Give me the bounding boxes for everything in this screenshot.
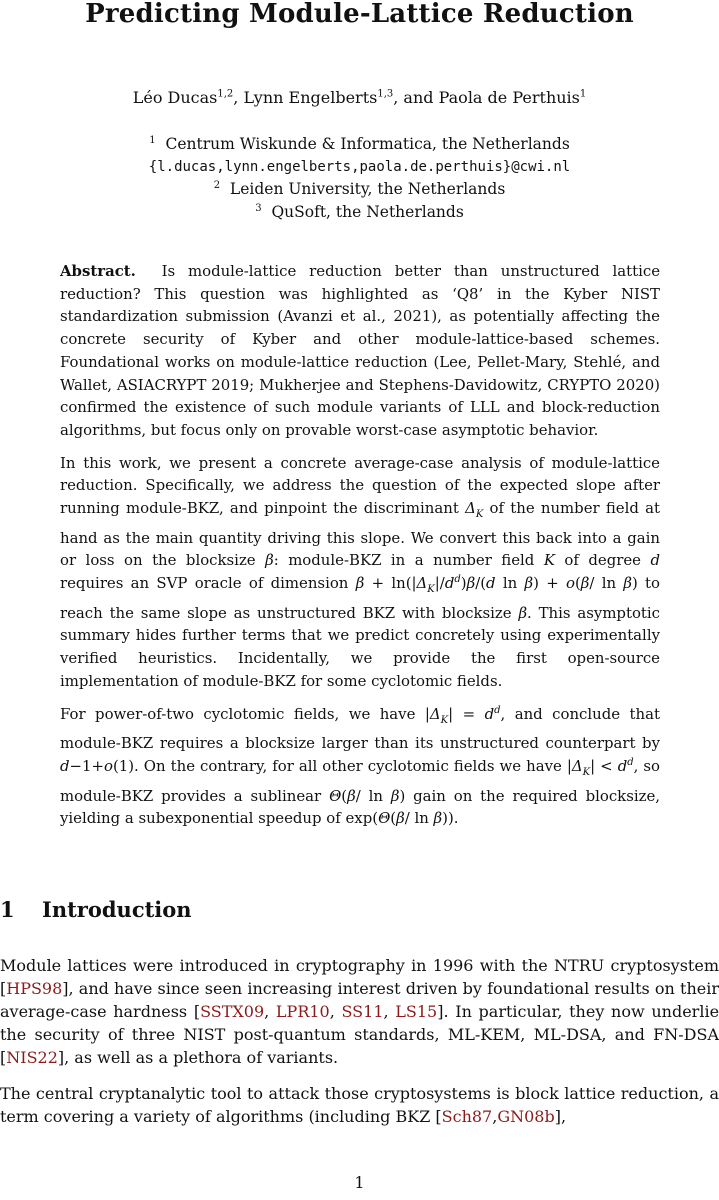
abstract-paragraph-2: In this work, we present a concrete average-case analysis of module-lattice reduction. Specifically, we address the question of the expected slope after running module-BKZ, and pinpoint the discriminant $\Delta_K$ of the number field at hand as the main quantity driving this slope. We convert this back into a gain or loss on the blocksize β: module-BKZ in a number field K of degree d requires an SVP oracle of dimension $\beta + \ln(|\Delta_K|/d^d)\beta/(d$ ln β) + o(β/ ln β) to reach the same slope as unstructured BKZ with blocksize β. This asymptotic summary hides further terms that we predict concretely using experimentally verified heuristics. Incidentally, we provide the first open-source implementation of module-BKZ for some cyclotomic fields. [60,453,661,690]
section-title: Introduction [42,897,192,922]
author-list: Léo Ducas$^{1,2}$, Lynn Engelberts$^{1,3}$, and Paola de Perthuis$^1$ [132,88,587,107]
affiliation-1: $^1$ Centrum Wiskunde & Informatica, the Netherlands [149,134,570,153]
citation-sch87[interactable]: Sch87 [441,1107,493,1126]
citation-lpr10[interactable]: LPR10 [275,1002,330,1021]
abstract-paragraph-3: For power-of-two cyclotomic fields, we have $|\Delta_K| = d^d$, and conclude that module-BKZ requires a blocksize larger than its unstructured counterpart by d−1+o(1). On the contrary, for all other cyclotomic fields we have $|\Delta_K| < d^d$, so module-BKZ provides a sublinear Θ(β/ ln β) gain on the required blocksize, yielding a subexponential speedup of exp(Θ(β/ ln β)). [60,704,661,828]
abstract-paragraph-1: Abstract. Is module-lattice reduction better than unstructured lattice reduction? This question was highlighted as ‘Q8’ in the Kyber NIST standardization submission (Avanzi et al., 2021), as potentially affecting the concrete security of Kyber and other module-lattice-based schemes. Foundational works on module-lattice reduction (Lee, Pellet-Mary, Stehlé, and Wallet, ASIACRYPT 2019; Mukherjee and Stephens-Davidowitz, CRYPTO 2020) confirmed the existence of such module variants of LLL and block-reduction algorithms, but focus only on provable worst-case asymptotic behavior. [60,262,661,439]
affiliation-2: $^2$ Leiden University, the Netherlands [213,179,506,198]
author-ducas: Léo Ducas [132,88,218,107]
abstract-label: Abstract. [60,262,136,280]
author-ducas-aff: 1,2 [217,88,234,100]
citation-ls15[interactable]: LS15 [395,1002,438,1021]
citation-gn08b[interactable]: GN08b [497,1107,555,1126]
author-emails: {l.ducas,lynn.engelberts,paola.de.perthuis}@cwi.nl [148,158,571,175]
affiliation-3: $^3$ QuSoft, the Netherlands [255,202,464,221]
introduction-body [0,954,719,1141]
citation-sstx09[interactable]: SSTX09 [200,1002,265,1021]
citation-ss11[interactable]: SS11 [341,1002,384,1021]
abstract [60,260,660,840]
author-de-perthuis: Paola de Perthuis [438,88,580,107]
section-heading-introduction [0,897,192,922]
author-engelberts-aff: 1,3 [377,88,394,100]
page-number: 1 [354,1173,365,1192]
intro-paragraph-1: Module lattices were introduced in cryptography in 1996 with the NTRU cryptosystem [HPS98], and have since seen increasing interest driven by foundational results on their average-case hardness [SSTX09, LPR10, SS11, LS15]. In particular, they now underlie the security of three NIST post-quantum standards, ML-KEM, ML-DSA, and FN-DSA [NIS22], as well as a plethora of variants. [0,956,719,1067]
section-number: 1 [0,897,15,922]
author-de-perthuis-aff: 1 [579,88,587,100]
paper-title: Predicting Module-Lattice Reduction [85,0,634,29]
author-engelberts: Lynn Engelberts [243,88,378,107]
affiliations [0,133,719,223]
citation-hps98[interactable]: HPS98 [6,979,63,998]
intro-paragraph-2: The central cryptanalytic tool to attack those cryptosystems is block lattice reduction, a term covering a variety of algorithms (including BKZ [Sch87,GN08b], [0,1084,719,1126]
citation-nis22[interactable]: NIS22 [6,1048,58,1067]
